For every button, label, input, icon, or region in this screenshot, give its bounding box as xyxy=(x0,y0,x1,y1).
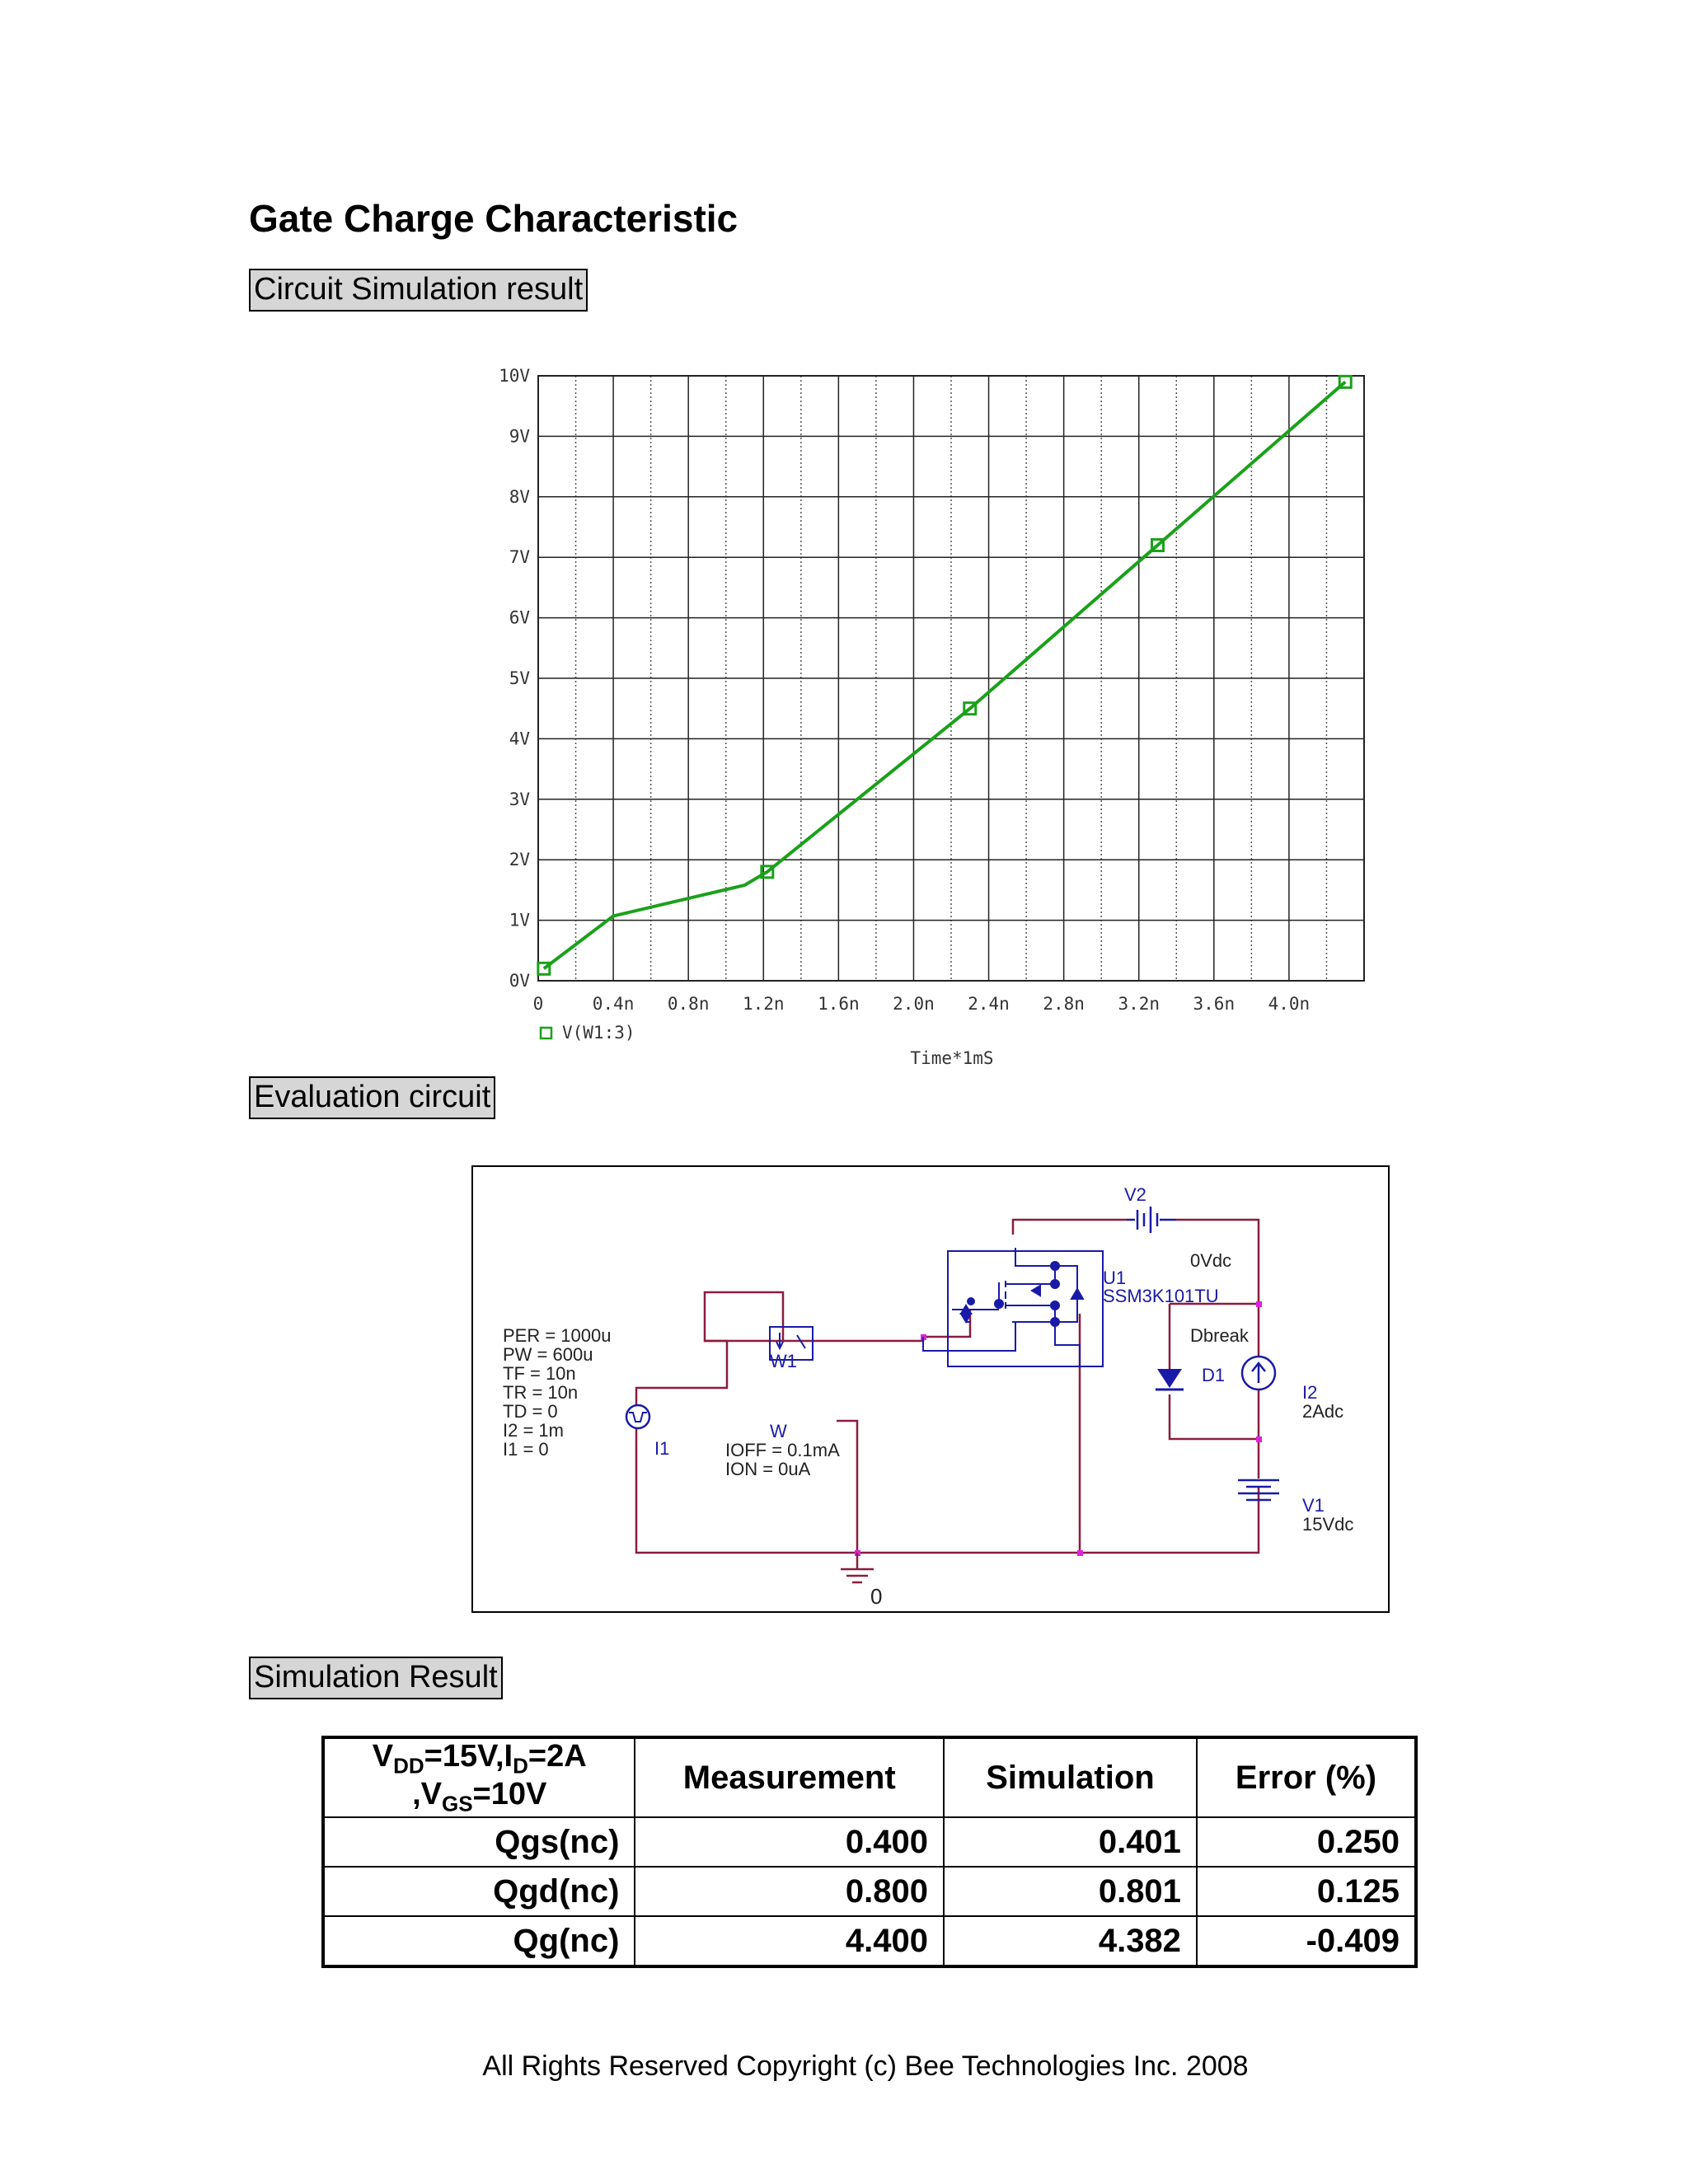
measurement-cell: 0.800 xyxy=(635,1867,944,1916)
ground-label: 0 xyxy=(870,1584,883,1609)
table-header-row xyxy=(323,1737,1416,1817)
chart-axes xyxy=(499,366,1364,1014)
simulation-cell: 4.382 xyxy=(944,1916,1197,1966)
table-row xyxy=(323,1916,1416,1966)
y-tick-label: 2V xyxy=(509,850,530,870)
i1-label: I1 xyxy=(654,1438,670,1459)
i1-param: TD = 0 xyxy=(503,1401,558,1422)
x-tick-label: 2.8n xyxy=(1043,994,1085,1014)
copyright-footer: All Rights Reserved Copyright (c) Bee Technologies Inc. 2008 xyxy=(482,2050,1249,2082)
column-header: Simulation xyxy=(944,1737,1197,1817)
section-label-evaluation: Evaluation circuit xyxy=(249,1076,495,1119)
y-tick-label: 9V xyxy=(509,426,530,447)
i2-label: I2 xyxy=(1302,1382,1318,1403)
x-tick-label: 0 xyxy=(532,994,544,1014)
i1-param: TF = 10n xyxy=(503,1363,576,1384)
x-tick-label: 2.0n xyxy=(893,994,935,1014)
u1-label: U1 xyxy=(1103,1268,1127,1288)
section-label-result: Simulation Result xyxy=(249,1657,503,1699)
x-axis-label: Time*1mS xyxy=(910,1048,994,1068)
error-cell: 0.250 xyxy=(1197,1817,1416,1867)
d1-label: D1 xyxy=(1202,1365,1226,1385)
simulation-cell: 0.401 xyxy=(944,1817,1197,1867)
i1-param: PW = 600u xyxy=(503,1344,593,1365)
i1-param: PER = 1000u xyxy=(503,1325,612,1346)
x-tick-label: 3.2n xyxy=(1118,994,1160,1014)
y-tick-label: 6V xyxy=(509,607,530,628)
results-table xyxy=(321,1736,1418,1968)
v1-label: V1 xyxy=(1302,1495,1325,1516)
error-cell: 0.125 xyxy=(1197,1867,1416,1916)
condition-header: $V_{DD}=15V,I_D=2A$ $,V_{GS}=10V$ xyxy=(323,1737,635,1817)
x-tick-label: 0.4n xyxy=(592,994,635,1014)
y-tick-label: 10V xyxy=(499,366,530,386)
column-header: Measurement xyxy=(635,1737,944,1817)
y-tick-label: 8V xyxy=(509,486,530,507)
table-row xyxy=(323,1867,1416,1916)
legend-label: V(W1:3) xyxy=(562,1023,635,1043)
i2-value: 2Adc xyxy=(1302,1401,1344,1422)
v1-value: 15Vdc xyxy=(1302,1514,1354,1535)
y-tick-label: 0V xyxy=(509,971,530,991)
y-tick-label: 1V xyxy=(509,910,530,930)
param-cell: Qgd(nc) xyxy=(323,1867,635,1916)
x-tick-label: 0.8n xyxy=(667,994,710,1014)
y-tick-label: 5V xyxy=(509,668,530,688)
param-cell: Qg(nc) xyxy=(323,1916,635,1966)
x-tick-label: 3.6n xyxy=(1193,994,1236,1014)
i1-param: I2 = 1m xyxy=(503,1420,564,1441)
y-tick-label: 4V xyxy=(509,729,530,749)
d1-model: Dbreak xyxy=(1190,1325,1249,1346)
w-param: W xyxy=(770,1421,787,1441)
error-cell: -0.409 xyxy=(1197,1916,1416,1966)
table-row xyxy=(323,1817,1416,1867)
v2-label: V2 xyxy=(1124,1184,1146,1205)
measurement-cell: 4.400 xyxy=(635,1916,944,1966)
y-tick-label: 7V xyxy=(509,547,530,568)
i1-param: TR = 10n xyxy=(503,1382,579,1403)
x-tick-label: 4.0n xyxy=(1268,994,1311,1014)
w-param: ION = 0uA xyxy=(725,1459,811,1479)
column-header: Error (%) xyxy=(1197,1737,1416,1817)
chart-grid xyxy=(538,376,1364,981)
chart-legend xyxy=(541,1023,635,1043)
simulation-cell: 0.801 xyxy=(944,1867,1197,1916)
x-tick-label: 1.2n xyxy=(742,994,785,1014)
v2-value: 0Vdc xyxy=(1190,1250,1232,1271)
x-tick-label: 1.6n xyxy=(818,994,860,1014)
measurement-cell: 0.400 xyxy=(635,1817,944,1867)
series-line xyxy=(544,382,1345,968)
page-title: Gate Charge Characteristic xyxy=(249,197,738,240)
w-param: IOFF = 0.1mA xyxy=(725,1440,840,1460)
param-cell: Qgs(nc) xyxy=(323,1817,635,1867)
i1-param: I1 = 0 xyxy=(503,1439,549,1460)
gate-charge-chart xyxy=(462,346,1376,1088)
section-label-simulation: Circuit Simulation result xyxy=(249,269,588,312)
u1-part: SSM3K101TU xyxy=(1103,1286,1219,1306)
y-tick-label: 3V xyxy=(509,789,530,809)
x-tick-label: 2.4n xyxy=(968,994,1010,1014)
w1-label: W1 xyxy=(770,1351,797,1371)
legend-marker xyxy=(541,1028,551,1038)
evaluation-circuit-schematic xyxy=(471,1165,1390,1615)
chart-series xyxy=(538,376,1351,974)
